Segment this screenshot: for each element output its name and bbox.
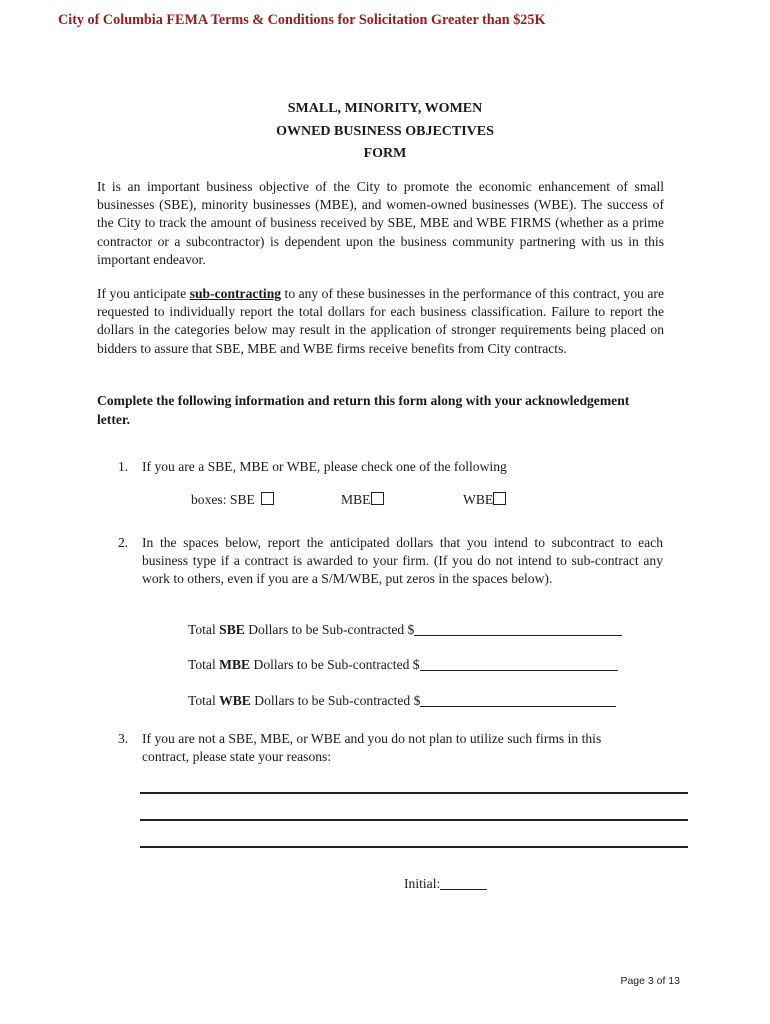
total-mbe-field[interactable] bbox=[420, 658, 618, 671]
item-3-text: If you are not a SBE, MBE, or WBE and you do not plan to utilize such firms in this contract, please state your reasons: bbox=[142, 731, 602, 765]
form-title bbox=[0, 98, 770, 166]
item-1-text: If you are a SBE, MBE or WBE, please check one of the following bbox=[142, 459, 507, 474]
total-sbe-type: SBE bbox=[219, 622, 245, 637]
mbe-option bbox=[341, 492, 384, 514]
subcontracting-emphasis: sub-contracting bbox=[189, 286, 282, 301]
sbe-option bbox=[191, 492, 274, 514]
reasons-line-1[interactable] bbox=[140, 792, 688, 794]
intro-paragraph: It is an important business objective of the City to promote the economic enhancement of small businesses (SBE), minority businesses (MBE), and women-owned businesses (WBE). The success of the City to track the amount of business received by SBE, MBE and WBE FIRMS (whether as a prime contractor or a subcontractor) is dependent upon the business community partnering with us in this important endeavor. bbox=[97, 179, 664, 267]
subcontracting-paragraph bbox=[97, 285, 664, 358]
total-mbe-row bbox=[188, 657, 618, 673]
para2-after: to any of these businesses in the performance of this contract, you are requested to individually report the total dollars for each business classification. Failure to report the dollars in the categories below may result in the application of stronger requirements being placed on bidders to assure that SBE, MBE and WBE firms receive benefits from City contracts. bbox=[97, 286, 664, 356]
title-line-3: FORM bbox=[363, 146, 407, 161]
sbe-label: boxes: SBE bbox=[191, 492, 255, 507]
item-1-number: 1. bbox=[118, 459, 129, 474]
total-wbe-post: Dollars to be Sub-contracted $ bbox=[250, 693, 421, 708]
wbe-option bbox=[463, 492, 506, 514]
total-sbe-field[interactable] bbox=[414, 623, 622, 636]
item-2-text: In the spaces below, report the anticipated dollars that you intend to subcontract to each business type if a contract is awarded to your firm. (If you do not intend to sub-contract any work to others, even if you are a S/M/WBE, put zeros in the spaces below). bbox=[142, 535, 663, 587]
initial-label: Initial: bbox=[404, 876, 441, 891]
page-number: Page 3 of 13 bbox=[620, 975, 680, 987]
total-sbe-row bbox=[188, 622, 622, 638]
total-mbe-pre: Total bbox=[188, 657, 220, 672]
item-2 bbox=[118, 534, 663, 589]
instruction-text: Complete the following information and return this form along with your acknowledgement letter. bbox=[97, 393, 630, 427]
total-wbe-type: WBE bbox=[219, 693, 251, 708]
total-wbe-row bbox=[188, 693, 616, 709]
item-3-number: 3. bbox=[118, 731, 129, 746]
mbe-label: MBE bbox=[341, 492, 371, 507]
sbe-checkbox[interactable] bbox=[261, 492, 274, 505]
total-sbe-post: Dollars to be Sub-contracted $ bbox=[244, 622, 415, 637]
item-2-number: 2. bbox=[118, 535, 129, 550]
total-wbe-pre: Total bbox=[188, 693, 220, 708]
title-line-1: SMALL, MINORITY, WOMEN bbox=[287, 101, 483, 116]
initial-field[interactable] bbox=[440, 877, 487, 890]
initial-row bbox=[404, 876, 487, 892]
title-line-2: OWNED BUSINESS OBJECTIVES bbox=[276, 123, 494, 139]
reasons-line-2[interactable] bbox=[140, 819, 688, 821]
total-mbe-type: MBE bbox=[219, 657, 251, 672]
para2-before: If you anticipate bbox=[97, 286, 190, 301]
total-sbe-pre: Total bbox=[188, 622, 220, 637]
item-1 bbox=[118, 458, 663, 476]
total-wbe-field[interactable] bbox=[420, 694, 616, 707]
wbe-label: WBE bbox=[463, 492, 494, 507]
wbe-checkbox[interactable] bbox=[493, 492, 506, 505]
total-mbe-post: Dollars to be Sub-contracted $ bbox=[250, 657, 420, 672]
item-3 bbox=[118, 730, 663, 766]
mbe-checkbox[interactable] bbox=[371, 492, 384, 505]
reasons-line-3[interactable] bbox=[140, 846, 688, 848]
page-header: City of Columbia FEMA Terms & Conditions for Solicitation Greater than $25K bbox=[58, 12, 546, 28]
